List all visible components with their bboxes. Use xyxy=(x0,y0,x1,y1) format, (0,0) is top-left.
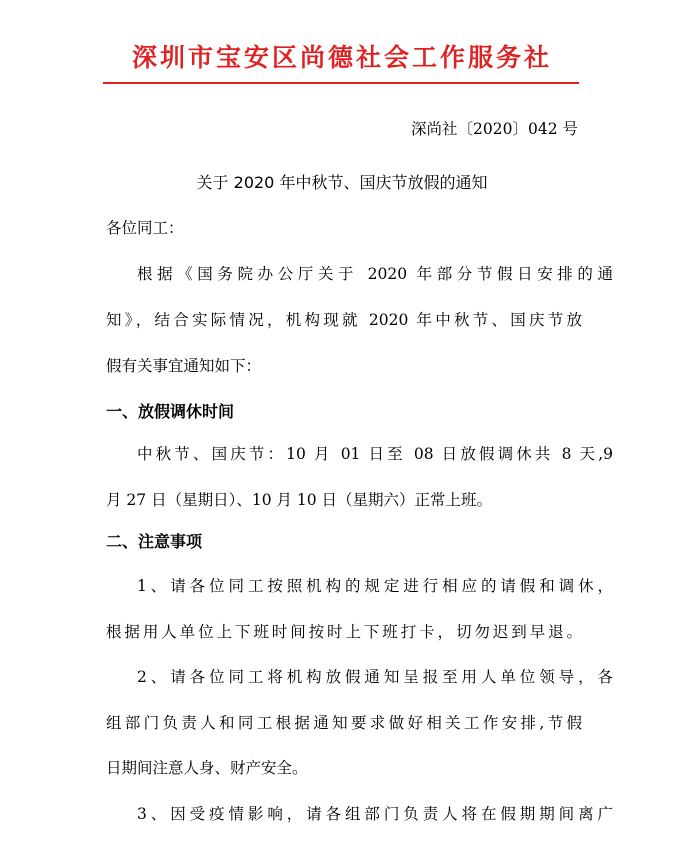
item-2-line-3: 日期间注意人身、财产安全。 xyxy=(106,759,308,777)
item-3-line-1: 3、因受疫情影响，请各组部门负责人将在假期期间离广 xyxy=(137,805,613,823)
item-2-line-2: 组部门负责人和同工根据通知要求做好相关工作安排,节假 xyxy=(106,714,582,732)
item-2-line-1: 2、请各位同工将机构放假通知呈报至用人单位领导，各 xyxy=(137,668,613,686)
intro-line-3: 假有关事宜通知如下： xyxy=(106,357,262,375)
red-header-rule xyxy=(103,82,579,84)
section-1-heading: 一、放假调休时间 xyxy=(106,402,235,421)
notice-title: 关于 2020 年中秋节、国庆节放假的通知 xyxy=(196,173,488,192)
section-2-heading: 二、注意事项 xyxy=(106,532,203,551)
intro-line-1: 根据《国务院办公厅关于 2020 年部分节假日安排的通 xyxy=(137,265,613,283)
document-number: 深尚社〔2020〕042 号 xyxy=(411,120,578,138)
item-1-line-1: 1、请各位同工按照机构的规定进行相应的请假和调休， xyxy=(137,577,613,595)
section-1-line-1: 中秋节、国庆节：10 月 01 日至 08 日放假调休共 8 天,9 xyxy=(137,445,613,463)
salutation: 各位同工： xyxy=(106,219,184,237)
intro-line-2: 知》，结合实际情况，机构现就 2020 年中秋节、国庆节放 xyxy=(106,311,582,329)
section-1-line-2: 月 27 日（星期日）、10 月 10 日（星期六）正常上班。 xyxy=(106,491,493,509)
item-1-line-2: 根据用人单位上下班时间按时上下班打卡，切勿迟到早退。 xyxy=(106,623,582,641)
organization-title: 深圳市宝安区尚德社会工作服务社 xyxy=(131,43,552,72)
